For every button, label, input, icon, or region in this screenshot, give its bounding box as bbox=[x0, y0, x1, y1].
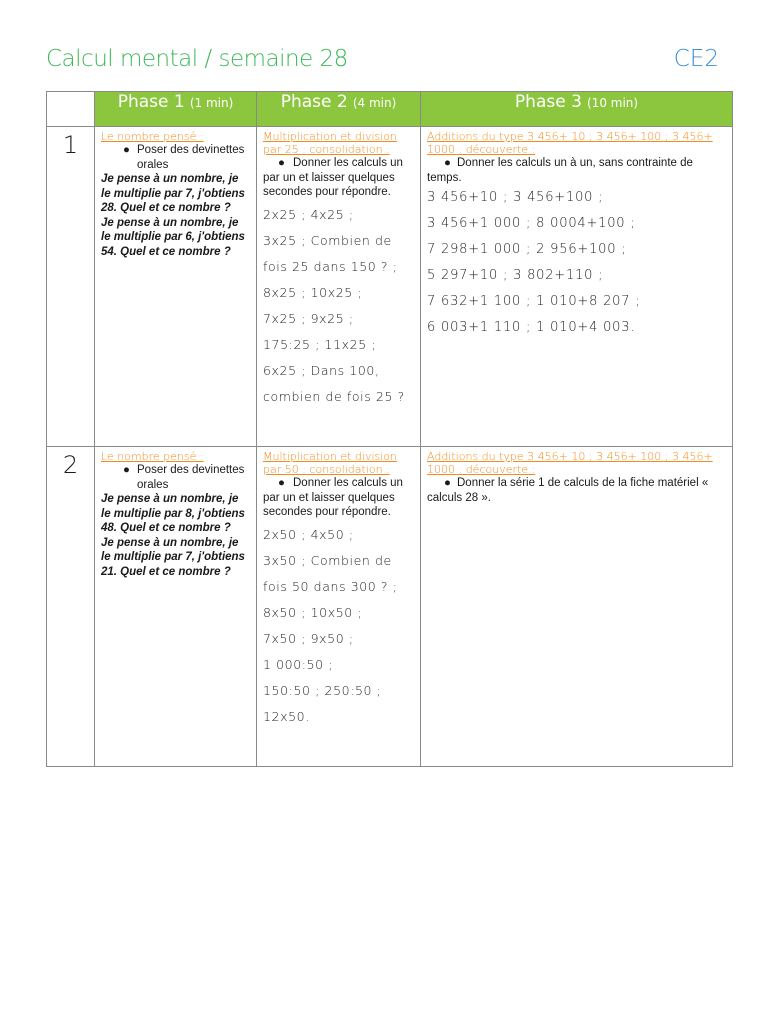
calc-line: 150:50 ; 250:50 ; bbox=[263, 682, 382, 698]
calc-line: 3x50 ; Combien de bbox=[263, 552, 392, 568]
calc-line: 8x50 ; 10x50 ; bbox=[263, 604, 363, 620]
list-item: ● Poser des devinettes orales bbox=[123, 144, 245, 171]
calc-line: 8x25 ; 10x25 ; bbox=[263, 284, 363, 300]
calc-line: fois 25 dans 150 ? ; bbox=[263, 258, 398, 274]
list-item: ● Poser des devinettes orales bbox=[123, 464, 245, 491]
phase-1-cell bbox=[95, 127, 257, 447]
list-item: ● Donner la série 1 de calculs de la fiche matériel « calculs 28 ». bbox=[427, 477, 709, 504]
table-row bbox=[47, 447, 733, 767]
calc-line: combien de fois 25 ? bbox=[263, 388, 405, 404]
calc-line: fois 50 dans 300 ? ; bbox=[263, 578, 398, 594]
calc-line: 7 298+1 000 ; 2 956+100 ; bbox=[427, 242, 627, 257]
calc-line: 3 456+10 ; 3 456+100 ; bbox=[427, 190, 604, 205]
calc-line: 7x25 ; 9x25 ; bbox=[263, 310, 354, 326]
calc-line: 3 456+1 000 ; 8 0004+100 ; bbox=[427, 216, 636, 231]
calc-line: 175:25 ; 11x25 ; bbox=[263, 336, 377, 352]
calc-line: 1 000:50 ; bbox=[263, 656, 334, 672]
phase-2-cell bbox=[257, 447, 421, 767]
phase-2-cell bbox=[257, 127, 421, 447]
calc-line: 7 632+1 100 ; 1 010+8 207 ; bbox=[427, 294, 641, 309]
table-row bbox=[47, 127, 733, 447]
question: Je pense à un nombre, je le multiplie par 8, j'obtiens 48. Quel et ce nombre ? bbox=[101, 493, 245, 534]
section-title: Additions du type 3 456+ 10 ; 3 456+ 100 ; 3 456+ 1000 : découverte : bbox=[427, 130, 713, 156]
calc-line: 2x25 ; 4x25 ; bbox=[263, 206, 354, 222]
calc-line: 7x50 ; 9x50 ; bbox=[263, 630, 354, 646]
calc-line: 6 003+1 110 ; 1 010+4 003. bbox=[427, 320, 636, 335]
section-title: Additions du type 3 456+ 10 ; 3 456+ 100 ; 3 456+ 1000 : découverte : bbox=[427, 450, 713, 476]
row-number: 1 bbox=[47, 127, 95, 447]
calc-line: 12x50. bbox=[263, 708, 310, 724]
phase-3-cell bbox=[421, 127, 733, 447]
section-title: Multiplication et division par 25 : consolidation : bbox=[263, 130, 398, 156]
section-title: Multiplication et division par 50 : consolidation : bbox=[263, 450, 398, 476]
page-title: Calcul mental / semaine 28 bbox=[46, 46, 348, 72]
question: Je pense à un nombre, je le multiplie par 7, j'obtiens 21. Quel et ce nombre ? bbox=[101, 536, 245, 578]
calc-line: 6x25 ; Dans 100, bbox=[263, 362, 380, 378]
question: Je pense à un nombre, je le multiplie par 7, j'obtiens 28. Quel et ce nombre ? bbox=[101, 173, 245, 214]
phase-2-header: Phase 2 (4 min) bbox=[257, 92, 421, 127]
phase-1-cell bbox=[95, 447, 257, 767]
phase-1-header: Phase 1 (1 min) bbox=[95, 92, 257, 127]
calc-line: 5 297+10 ; 3 802+110 ; bbox=[427, 268, 604, 283]
phase-3-cell bbox=[421, 447, 733, 767]
class-level: CE2 bbox=[673, 46, 719, 72]
calc-line: 3x25 ; Combien de bbox=[263, 232, 392, 248]
lesson-table bbox=[46, 91, 733, 767]
header-row bbox=[47, 92, 733, 127]
list-item: ● Donner les calculs un par un et laisser quelques secondes pour répondre. bbox=[263, 157, 403, 198]
section-title: Le nombre pensé : bbox=[101, 450, 204, 463]
question: Je pense à un nombre, je le multiplie par 6, j'obtiens 54. Quel et ce nombre ? bbox=[101, 216, 245, 258]
phase-3-header: Phase 3 (10 min) bbox=[421, 92, 733, 127]
row-number: 2 bbox=[47, 447, 95, 767]
corner-cell bbox=[47, 92, 95, 127]
list-item: ● Donner les calculs un par un et laisser quelques secondes pour répondre. bbox=[263, 477, 403, 518]
calc-line: 2x50 ; 4x50 ; bbox=[263, 526, 354, 542]
list-item: ● Donner les calculs un à un, sans contrainte de temps. bbox=[427, 157, 693, 184]
section-title: Le nombre pensé : bbox=[101, 130, 204, 143]
